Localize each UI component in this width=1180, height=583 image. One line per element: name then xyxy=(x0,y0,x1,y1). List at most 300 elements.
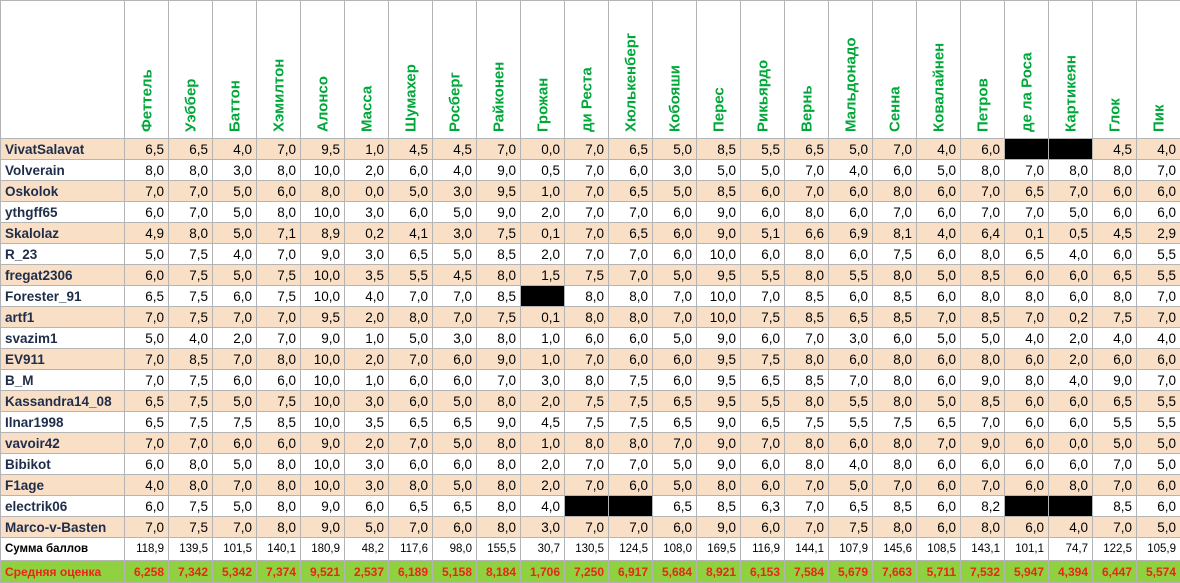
score-cell[interactable]: 8,0 xyxy=(961,160,1005,181)
score-cell[interactable]: 6,0 xyxy=(917,496,961,517)
score-cell[interactable]: 7,5 xyxy=(169,496,213,517)
score-cell[interactable]: 4,0 xyxy=(521,496,565,517)
score-cell[interactable]: 8,0 xyxy=(873,454,917,475)
score-cell[interactable]: 7,0 xyxy=(565,349,609,370)
score-cell[interactable]: 2,0 xyxy=(521,391,565,412)
sum-cell[interactable]: 108,5 xyxy=(917,538,961,561)
score-cell[interactable]: 7,5 xyxy=(609,370,653,391)
average-cell[interactable]: 5,342 xyxy=(213,561,257,583)
score-cell[interactable]: 9,0 xyxy=(477,160,521,181)
score-cell[interactable]: 6,5 xyxy=(917,412,961,433)
average-cell[interactable]: 5,947 xyxy=(1005,561,1049,583)
score-cell[interactable]: 5,5 xyxy=(829,391,873,412)
score-cell[interactable]: 8,0 xyxy=(1049,475,1093,496)
score-cell[interactable]: 1,0 xyxy=(345,328,389,349)
score-cell[interactable]: 7,0 xyxy=(389,286,433,307)
score-cell[interactable]: 5,0 xyxy=(345,517,389,538)
score-cell[interactable]: 7,0 xyxy=(1137,286,1180,307)
score-cell[interactable]: 6,0 xyxy=(1005,265,1049,286)
score-cell[interactable]: 9,5 xyxy=(697,391,741,412)
score-cell[interactable]: 7,0 xyxy=(477,139,521,160)
score-cell[interactable]: 6,0 xyxy=(125,496,169,517)
score-cell[interactable]: 3,0 xyxy=(213,160,257,181)
score-cell[interactable]: 3,0 xyxy=(433,223,477,244)
score-cell[interactable]: 6,0 xyxy=(345,496,389,517)
score-cell[interactable]: 6,0 xyxy=(653,370,697,391)
score-cell[interactable]: 8,0 xyxy=(961,349,1005,370)
score-cell[interactable]: 8,0 xyxy=(257,202,301,223)
average-cell[interactable]: 6,153 xyxy=(741,561,785,583)
score-cell[interactable]: 6,9 xyxy=(829,223,873,244)
score-cell[interactable]: 7,0 xyxy=(433,307,477,328)
score-cell[interactable]: 2,0 xyxy=(345,307,389,328)
score-cell[interactable]: 6,0 xyxy=(257,181,301,202)
score-cell[interactable]: 9,0 xyxy=(301,433,345,454)
sum-cell[interactable]: 122,5 xyxy=(1093,538,1137,561)
score-cell[interactable]: 7,0 xyxy=(213,307,257,328)
score-cell[interactable]: 10,0 xyxy=(301,202,345,223)
score-cell[interactable]: 0,1 xyxy=(521,307,565,328)
score-cell[interactable]: 6,0 xyxy=(389,202,433,223)
score-cell[interactable]: 0,5 xyxy=(1049,223,1093,244)
score-cell[interactable]: 7,0 xyxy=(917,433,961,454)
score-cell[interactable]: 7,5 xyxy=(257,391,301,412)
score-cell[interactable]: 1,0 xyxy=(345,370,389,391)
score-cell[interactable]: 0,0 xyxy=(521,139,565,160)
score-cell[interactable]: 8,0 xyxy=(1093,286,1137,307)
score-cell[interactable]: 7,0 xyxy=(653,286,697,307)
sum-cell[interactable]: 144,1 xyxy=(785,538,829,561)
score-cell[interactable]: 6,0 xyxy=(1137,349,1180,370)
sum-cell[interactable]: 130,5 xyxy=(565,538,609,561)
score-cell[interactable]: 6,0 xyxy=(609,328,653,349)
score-cell[interactable]: 6,0 xyxy=(1049,412,1093,433)
score-cell[interactable]: 7,0 xyxy=(653,307,697,328)
score-cell[interactable]: 5,0 xyxy=(213,391,257,412)
participant-name-cell[interactable]: ythgff65 xyxy=(1,202,125,223)
score-cell[interactable]: 6,0 xyxy=(917,454,961,475)
score-cell[interactable]: 7,0 xyxy=(169,181,213,202)
average-cell[interactable]: 7,584 xyxy=(785,561,829,583)
score-cell[interactable]: 7,0 xyxy=(873,475,917,496)
score-cell[interactable]: 8,0 xyxy=(1005,286,1049,307)
participant-name-cell[interactable]: Oskolok xyxy=(1,181,125,202)
score-cell[interactable]: 8,0 xyxy=(169,454,213,475)
score-cell[interactable]: 7,0 xyxy=(785,496,829,517)
sum-cell[interactable]: 124,5 xyxy=(609,538,653,561)
score-cell[interactable]: 7,5 xyxy=(565,412,609,433)
score-cell[interactable]: 6,0 xyxy=(213,286,257,307)
score-cell[interactable]: 9,0 xyxy=(477,412,521,433)
score-cell[interactable]: 5,0 xyxy=(389,328,433,349)
score-cell[interactable]: 9,0 xyxy=(697,202,741,223)
average-cell[interactable]: 8,184 xyxy=(477,561,521,583)
score-cell[interactable]: 8,0 xyxy=(169,160,213,181)
score-cell[interactable]: 7,0 xyxy=(213,349,257,370)
score-cell[interactable]: 6,0 xyxy=(917,349,961,370)
score-cell[interactable]: 3,0 xyxy=(521,517,565,538)
score-cell[interactable]: 6,0 xyxy=(389,454,433,475)
score-cell[interactable]: 4,0 xyxy=(213,244,257,265)
score-cell[interactable]: 6,0 xyxy=(1005,517,1049,538)
participant-name-cell[interactable]: vavoir42 xyxy=(1,433,125,454)
score-cell[interactable]: 7,0 xyxy=(785,328,829,349)
score-cell[interactable]: 0,1 xyxy=(521,223,565,244)
score-cell[interactable]: 6,0 xyxy=(829,181,873,202)
score-cell[interactable]: 9,0 xyxy=(697,328,741,349)
score-cell[interactable]: 8,5 xyxy=(169,349,213,370)
score-cell[interactable]: 6,0 xyxy=(741,202,785,223)
score-cell[interactable]: 8,5 xyxy=(257,412,301,433)
participant-name-cell[interactable]: F1age xyxy=(1,475,125,496)
score-cell[interactable]: 5,0 xyxy=(213,496,257,517)
score-cell[interactable]: 9,0 xyxy=(301,517,345,538)
score-cell[interactable]: 9,0 xyxy=(1093,370,1137,391)
score-cell[interactable]: 9,0 xyxy=(477,349,521,370)
driver-header[interactable] xyxy=(213,1,257,139)
score-cell[interactable]: 7,5 xyxy=(477,307,521,328)
score-cell[interactable]: 2,0 xyxy=(1049,349,1093,370)
driver-header[interactable] xyxy=(521,1,565,139)
driver-header[interactable] xyxy=(389,1,433,139)
score-cell[interactable]: 7,0 xyxy=(565,475,609,496)
score-cell[interactable]: 6,0 xyxy=(1049,391,1093,412)
driver-header[interactable] xyxy=(653,1,697,139)
score-cell[interactable]: 3,0 xyxy=(345,202,389,223)
score-cell[interactable]: 8,0 xyxy=(1005,370,1049,391)
score-cell[interactable]: 6,0 xyxy=(1137,202,1180,223)
score-cell[interactable]: 6,0 xyxy=(1005,454,1049,475)
score-cell[interactable]: 8,0 xyxy=(785,265,829,286)
score-cell[interactable]: 7,0 xyxy=(1005,160,1049,181)
score-cell[interactable]: 6,0 xyxy=(961,139,1005,160)
score-cell[interactable]: 3,0 xyxy=(653,160,697,181)
score-cell[interactable]: 5,0 xyxy=(433,391,477,412)
score-cell[interactable]: 8,0 xyxy=(477,496,521,517)
score-cell[interactable]: 9,0 xyxy=(477,202,521,223)
score-cell[interactable]: 6,5 xyxy=(609,223,653,244)
score-cell[interactable]: 6,0 xyxy=(257,370,301,391)
score-cell[interactable]: 6,5 xyxy=(829,307,873,328)
score-cell[interactable]: 6,5 xyxy=(653,496,697,517)
score-cell[interactable]: 9,0 xyxy=(697,223,741,244)
score-cell[interactable]: 2,0 xyxy=(213,328,257,349)
score-cell[interactable]: 5,5 xyxy=(1137,244,1180,265)
score-cell[interactable]: 3,5 xyxy=(345,265,389,286)
score-cell[interactable]: 7,0 xyxy=(873,139,917,160)
score-cell[interactable]: 6,0 xyxy=(917,244,961,265)
sum-cell[interactable]: 107,9 xyxy=(829,538,873,561)
score-cell[interactable]: 8,0 xyxy=(873,433,917,454)
score-cell[interactable]: 1,0 xyxy=(521,328,565,349)
participant-name-cell[interactable]: EV911 xyxy=(1,349,125,370)
score-cell[interactable]: 8,0 xyxy=(1093,160,1137,181)
score-cell[interactable]: 4,0 xyxy=(1137,139,1180,160)
average-row-label[interactable]: Средняя оценка xyxy=(1,561,125,583)
score-cell[interactable]: 6,5 xyxy=(169,139,213,160)
score-cell[interactable]: 6,0 xyxy=(741,181,785,202)
score-cell[interactable]: 5,0 xyxy=(829,475,873,496)
score-cell[interactable]: 0,2 xyxy=(345,223,389,244)
participant-name-cell[interactable]: Kassandra14_08 xyxy=(1,391,125,412)
score-cell[interactable]: 7,5 xyxy=(609,391,653,412)
score-cell[interactable]: 8,0 xyxy=(477,454,521,475)
blacked-out-cell[interactable] xyxy=(1005,139,1049,160)
sum-cell[interactable]: 101,5 xyxy=(213,538,257,561)
score-cell[interactable]: 5,0 xyxy=(433,244,477,265)
score-cell[interactable]: 3,0 xyxy=(345,454,389,475)
score-cell[interactable]: 7,5 xyxy=(477,223,521,244)
driver-header[interactable] xyxy=(345,1,389,139)
score-cell[interactable]: 4,5 xyxy=(521,412,565,433)
score-cell[interactable]: 4,0 xyxy=(829,160,873,181)
blacked-out-cell[interactable] xyxy=(565,496,609,517)
score-cell[interactable]: 6,0 xyxy=(741,475,785,496)
score-cell[interactable]: 8,5 xyxy=(785,307,829,328)
score-cell[interactable]: 8,0 xyxy=(961,244,1005,265)
score-cell[interactable]: 7,0 xyxy=(653,433,697,454)
participant-name-cell[interactable]: B_M xyxy=(1,370,125,391)
average-cell[interactable]: 7,374 xyxy=(257,561,301,583)
score-cell[interactable]: 4,0 xyxy=(1049,244,1093,265)
score-cell[interactable]: 6,0 xyxy=(1005,475,1049,496)
score-cell[interactable]: 7,0 xyxy=(829,370,873,391)
driver-header[interactable] xyxy=(433,1,477,139)
score-cell[interactable]: 5,0 xyxy=(213,181,257,202)
score-cell[interactable]: 6,0 xyxy=(609,475,653,496)
score-cell[interactable]: 1,0 xyxy=(521,181,565,202)
score-cell[interactable]: 8,0 xyxy=(697,475,741,496)
score-cell[interactable]: 8,0 xyxy=(477,328,521,349)
score-cell[interactable]: 7,0 xyxy=(477,370,521,391)
score-cell[interactable]: 5,5 xyxy=(1093,412,1137,433)
score-cell[interactable]: 10,0 xyxy=(697,244,741,265)
score-cell[interactable]: 5,0 xyxy=(433,433,477,454)
score-cell[interactable]: 10,0 xyxy=(301,160,345,181)
score-cell[interactable]: 6,0 xyxy=(1005,433,1049,454)
score-cell[interactable]: 8,0 xyxy=(565,433,609,454)
score-cell[interactable]: 6,0 xyxy=(1005,412,1049,433)
score-cell[interactable]: 7,0 xyxy=(389,517,433,538)
score-cell[interactable]: 7,0 xyxy=(125,349,169,370)
score-cell[interactable]: 6,0 xyxy=(653,349,697,370)
corner-cell[interactable] xyxy=(1,1,125,139)
score-cell[interactable]: 7,0 xyxy=(1005,202,1049,223)
score-cell[interactable]: 6,5 xyxy=(389,244,433,265)
score-cell[interactable]: 5,0 xyxy=(917,391,961,412)
sum-cell[interactable]: 30,7 xyxy=(521,538,565,561)
participant-name-cell[interactable]: svazim1 xyxy=(1,328,125,349)
score-cell[interactable]: 7,0 xyxy=(125,181,169,202)
score-cell[interactable]: 5,0 xyxy=(389,181,433,202)
average-cell[interactable]: 6,258 xyxy=(125,561,169,583)
score-cell[interactable]: 6,0 xyxy=(1137,181,1180,202)
score-cell[interactable]: 8,0 xyxy=(389,475,433,496)
driver-header[interactable] xyxy=(873,1,917,139)
score-cell[interactable]: 6,0 xyxy=(961,454,1005,475)
score-cell[interactable]: 6,0 xyxy=(1049,454,1093,475)
score-cell[interactable]: 6,0 xyxy=(829,202,873,223)
score-cell[interactable]: 7,5 xyxy=(1093,307,1137,328)
score-cell[interactable]: 5,5 xyxy=(389,265,433,286)
score-cell[interactable]: 7,0 xyxy=(917,307,961,328)
score-cell[interactable]: 8,0 xyxy=(609,433,653,454)
score-cell[interactable]: 6,0 xyxy=(917,286,961,307)
score-cell[interactable]: 4,0 xyxy=(917,139,961,160)
score-cell[interactable]: 8,9 xyxy=(301,223,345,244)
score-cell[interactable]: 6,4 xyxy=(961,223,1005,244)
driver-header[interactable] xyxy=(697,1,741,139)
score-cell[interactable]: 7,5 xyxy=(741,349,785,370)
blacked-out-cell[interactable] xyxy=(1005,496,1049,517)
score-cell[interactable]: 10,0 xyxy=(301,265,345,286)
score-cell[interactable]: 7,0 xyxy=(961,181,1005,202)
score-cell[interactable]: 8,5 xyxy=(477,286,521,307)
score-cell[interactable]: 6,0 xyxy=(653,223,697,244)
score-cell[interactable]: 6,5 xyxy=(741,412,785,433)
score-cell[interactable]: 8,5 xyxy=(697,496,741,517)
score-cell[interactable]: 4,0 xyxy=(345,286,389,307)
average-cell[interactable]: 7,250 xyxy=(565,561,609,583)
score-cell[interactable]: 8,0 xyxy=(873,181,917,202)
score-cell[interactable]: 4,0 xyxy=(125,475,169,496)
score-cell[interactable]: 6,0 xyxy=(125,454,169,475)
sum-cell[interactable]: 155,5 xyxy=(477,538,521,561)
score-cell[interactable]: 7,0 xyxy=(389,433,433,454)
score-cell[interactable]: 10,0 xyxy=(301,454,345,475)
score-cell[interactable]: 6,5 xyxy=(653,391,697,412)
score-cell[interactable]: 6,5 xyxy=(741,370,785,391)
score-cell[interactable]: 5,5 xyxy=(1137,391,1180,412)
score-cell[interactable]: 7,1 xyxy=(257,223,301,244)
score-cell[interactable]: 9,0 xyxy=(301,328,345,349)
score-cell[interactable]: 7,0 xyxy=(125,307,169,328)
score-cell[interactable]: 7,0 xyxy=(1093,517,1137,538)
score-cell[interactable]: 8,0 xyxy=(301,181,345,202)
score-cell[interactable]: 6,0 xyxy=(1093,202,1137,223)
score-cell[interactable]: 4,0 xyxy=(829,454,873,475)
score-cell[interactable]: 7,0 xyxy=(565,517,609,538)
score-cell[interactable]: 6,0 xyxy=(653,202,697,223)
score-cell[interactable]: 7,0 xyxy=(873,202,917,223)
score-cell[interactable]: 8,0 xyxy=(873,517,917,538)
score-cell[interactable]: 7,0 xyxy=(609,265,653,286)
score-cell[interactable]: 4,0 xyxy=(917,223,961,244)
sum-cell[interactable]: 101,1 xyxy=(1005,538,1049,561)
score-cell[interactable]: 7,5 xyxy=(741,307,785,328)
score-cell[interactable]: 8,0 xyxy=(169,475,213,496)
score-cell[interactable]: 6,0 xyxy=(917,475,961,496)
score-cell[interactable]: 8,2 xyxy=(961,496,1005,517)
score-cell[interactable]: 6,0 xyxy=(873,160,917,181)
score-cell[interactable]: 9,5 xyxy=(301,307,345,328)
score-cell[interactable]: 7,0 xyxy=(1005,307,1049,328)
driver-header[interactable] xyxy=(785,1,829,139)
score-cell[interactable]: 7,5 xyxy=(169,286,213,307)
blacked-out-cell[interactable] xyxy=(521,286,565,307)
score-cell[interactable]: 8,0 xyxy=(1049,160,1093,181)
score-cell[interactable]: 6,3 xyxy=(741,496,785,517)
score-cell[interactable]: 6,5 xyxy=(1005,181,1049,202)
score-cell[interactable]: 7,0 xyxy=(785,160,829,181)
sum-row-label[interactable]: Сумма баллов xyxy=(1,538,125,561)
average-cell[interactable]: 4,394 xyxy=(1049,561,1093,583)
score-cell[interactable]: 7,0 xyxy=(1049,181,1093,202)
score-cell[interactable]: 7,0 xyxy=(565,181,609,202)
score-cell[interactable]: 7,0 xyxy=(565,139,609,160)
score-cell[interactable]: 7,0 xyxy=(213,475,257,496)
score-cell[interactable]: 8,0 xyxy=(873,370,917,391)
score-cell[interactable]: 8,5 xyxy=(873,496,917,517)
sum-cell[interactable]: 118,9 xyxy=(125,538,169,561)
score-cell[interactable]: 8,5 xyxy=(697,139,741,160)
score-cell[interactable]: 2,0 xyxy=(521,202,565,223)
score-cell[interactable]: 3,0 xyxy=(829,328,873,349)
score-cell[interactable]: 6,5 xyxy=(1005,244,1049,265)
score-cell[interactable]: 5,5 xyxy=(741,265,785,286)
score-cell[interactable]: 7,5 xyxy=(565,265,609,286)
score-cell[interactable]: 8,0 xyxy=(477,391,521,412)
score-cell[interactable]: 4,0 xyxy=(169,328,213,349)
score-cell[interactable]: 5,0 xyxy=(1137,517,1180,538)
score-cell[interactable]: 6,0 xyxy=(257,433,301,454)
score-cell[interactable]: 7,5 xyxy=(213,412,257,433)
driver-header[interactable] xyxy=(1137,1,1180,139)
score-cell[interactable]: 7,0 xyxy=(785,475,829,496)
score-cell[interactable]: 7,5 xyxy=(565,391,609,412)
score-cell[interactable]: 2,0 xyxy=(345,349,389,370)
score-cell[interactable]: 7,0 xyxy=(741,433,785,454)
score-cell[interactable]: 8,0 xyxy=(785,433,829,454)
score-cell[interactable]: 2,0 xyxy=(521,244,565,265)
score-cell[interactable]: 8,0 xyxy=(477,475,521,496)
score-cell[interactable]: 7,5 xyxy=(169,265,213,286)
score-cell[interactable]: 10,0 xyxy=(301,286,345,307)
score-cell[interactable]: 6,0 xyxy=(389,391,433,412)
sum-cell[interactable]: 98,0 xyxy=(433,538,477,561)
score-cell[interactable]: 5,0 xyxy=(1049,202,1093,223)
average-cell[interactable]: 6,447 xyxy=(1093,561,1137,583)
score-cell[interactable]: 4,0 xyxy=(1093,328,1137,349)
average-cell[interactable]: 5,711 xyxy=(917,561,961,583)
score-cell[interactable]: 4,1 xyxy=(389,223,433,244)
score-cell[interactable]: 5,0 xyxy=(653,181,697,202)
average-cell[interactable]: 7,342 xyxy=(169,561,213,583)
score-cell[interactable]: 8,5 xyxy=(961,391,1005,412)
score-cell[interactable]: 7,5 xyxy=(169,307,213,328)
score-cell[interactable]: 3,5 xyxy=(345,412,389,433)
driver-header[interactable] xyxy=(741,1,785,139)
score-cell[interactable]: 6,0 xyxy=(741,328,785,349)
score-cell[interactable]: 1,0 xyxy=(521,433,565,454)
participant-name-cell[interactable]: R_23 xyxy=(1,244,125,265)
participant-name-cell[interactable]: fregat2306 xyxy=(1,265,125,286)
sum-cell[interactable]: 48,2 xyxy=(345,538,389,561)
score-cell[interactable]: 7,0 xyxy=(125,370,169,391)
score-cell[interactable]: 3,0 xyxy=(345,475,389,496)
score-cell[interactable]: 8,5 xyxy=(961,307,1005,328)
score-cell[interactable]: 2,0 xyxy=(521,475,565,496)
score-cell[interactable]: 6,0 xyxy=(1137,496,1180,517)
score-cell[interactable]: 5,5 xyxy=(1137,412,1180,433)
score-cell[interactable]: 7,0 xyxy=(565,454,609,475)
score-cell[interactable]: 7,5 xyxy=(873,244,917,265)
score-cell[interactable]: 9,5 xyxy=(697,265,741,286)
participant-name-cell[interactable]: Skalolaz xyxy=(1,223,125,244)
score-cell[interactable]: 5,0 xyxy=(213,454,257,475)
score-cell[interactable]: 10,0 xyxy=(301,475,345,496)
score-cell[interactable]: 8,0 xyxy=(169,223,213,244)
